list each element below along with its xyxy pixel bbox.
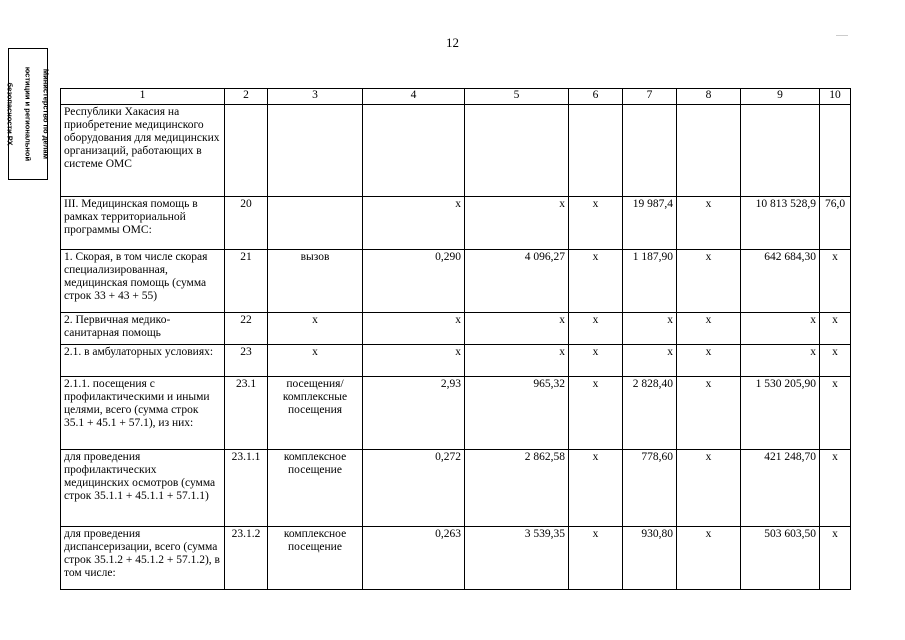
stamp-line: Министерство по делам xyxy=(41,68,51,160)
table-cell: х xyxy=(677,527,741,590)
table-cell: 930,80 xyxy=(623,527,677,590)
table-row xyxy=(61,345,851,377)
table-cell: 19 987,4 xyxy=(623,197,677,250)
column-header: 3 xyxy=(268,89,363,105)
ministry-stamp xyxy=(5,48,51,180)
header-row xyxy=(61,89,851,105)
table-cell: х xyxy=(623,313,677,345)
table-cell: 1 187,90 xyxy=(623,250,677,313)
column-header: 9 xyxy=(741,89,820,105)
table-row xyxy=(61,250,851,313)
table-cell: 3 539,35 xyxy=(465,527,569,590)
table-cell xyxy=(569,105,623,197)
table-cell: х xyxy=(677,377,741,450)
table-cell: х xyxy=(677,345,741,377)
table-cell: 2 862,58 xyxy=(465,450,569,527)
table-cell: 965,32 xyxy=(465,377,569,450)
table-cell: х xyxy=(268,345,363,377)
table-row xyxy=(61,313,851,345)
table-cell xyxy=(677,105,741,197)
table-cell: х xyxy=(623,345,677,377)
row-label-cell: 2.1.1. посещения с профилактическими и иными целями, всего (сумма строк 35.1 + 45.1 + 57.1), из них: xyxy=(61,377,225,450)
stamp-line: безопасности РХ xyxy=(5,82,15,146)
column-header: 7 xyxy=(623,89,677,105)
table-cell: 76,0 xyxy=(820,197,851,250)
table-cell: 23.1.1 xyxy=(225,450,268,527)
row-label-cell: Республики Хакасия на приобретение медицинского оборудования для медицинских организаций, работающих в системе ОМС xyxy=(61,105,225,197)
table-cell: х xyxy=(569,313,623,345)
table-cell: х xyxy=(677,313,741,345)
table-cell: 421 248,70 xyxy=(741,450,820,527)
table-cell: х xyxy=(820,345,851,377)
table-row xyxy=(61,105,851,197)
table-cell: х xyxy=(569,450,623,527)
column-header: 1 xyxy=(61,89,225,105)
table-cell: х xyxy=(820,450,851,527)
row-label-cell: 1. Скорая, в том числе скорая специализированная, медицинская помощь (сумма строк 33 + 43 + 55) xyxy=(61,250,225,313)
table-cell: посещения/ комплексные посещения xyxy=(268,377,363,450)
row-label-cell: для проведения профилактических медицинских осмотров (сумма строк 35.1.1 + 45.1.1 + 57.1.1) xyxy=(61,450,225,527)
table-cell: х xyxy=(569,527,623,590)
row-label-cell: для проведения диспансеризации, всего (сумма строк 35.1.2 + 45.1.2 + 57.1.2), в том числе: xyxy=(61,527,225,590)
table-cell xyxy=(363,105,465,197)
column-header: 6 xyxy=(569,89,623,105)
table-cell: х xyxy=(677,450,741,527)
table-cell: 10 813 528,9 xyxy=(741,197,820,250)
table-cell: 0,290 xyxy=(363,250,465,313)
table-cell: х xyxy=(741,345,820,377)
table-cell: 23.1 xyxy=(225,377,268,450)
table-row xyxy=(61,527,851,590)
table-cell: х xyxy=(363,197,465,250)
table-cell: 21 xyxy=(225,250,268,313)
row-label-cell: 2. Первичная медико-санитарная помощь xyxy=(61,313,225,345)
stamp-line: юстиции и региональной xyxy=(23,66,33,162)
table-cell: х xyxy=(677,197,741,250)
table-cell: 23.1.2 xyxy=(225,527,268,590)
table-cell: 503 603,50 xyxy=(741,527,820,590)
table-row xyxy=(61,450,851,527)
table-cell: 4 096,27 xyxy=(465,250,569,313)
table-cell: х xyxy=(741,313,820,345)
table-cell: 23 xyxy=(225,345,268,377)
table-row xyxy=(61,197,851,250)
table-cell: 778,60 xyxy=(623,450,677,527)
table-cell: х xyxy=(569,345,623,377)
corner-mark xyxy=(836,35,848,36)
table-cell: х xyxy=(465,345,569,377)
table-cell xyxy=(465,105,569,197)
table-cell xyxy=(820,105,851,197)
table-cell: 2 828,40 xyxy=(623,377,677,450)
table-cell xyxy=(225,105,268,197)
table-cell: х xyxy=(677,250,741,313)
table-cell xyxy=(741,105,820,197)
table-cell: х xyxy=(465,197,569,250)
column-header: 10 xyxy=(820,89,851,105)
table-cell: х xyxy=(363,345,465,377)
row-label-cell: 2.1. в амбулаторных условиях: xyxy=(61,345,225,377)
table-cell: х xyxy=(569,250,623,313)
table-cell: 2,93 xyxy=(363,377,465,450)
table-cell: 0,272 xyxy=(363,450,465,527)
table-cell: 20 xyxy=(225,197,268,250)
table-cell: х xyxy=(820,250,851,313)
column-header: 8 xyxy=(677,89,741,105)
table-cell: х xyxy=(569,377,623,450)
column-header: 2 xyxy=(225,89,268,105)
financing-table xyxy=(60,88,851,590)
table-cell: 1 530 205,90 xyxy=(741,377,820,450)
table-row xyxy=(61,377,851,450)
row-label-cell: III. Медицинская помощь в рамках территориальной программы ОМС: xyxy=(61,197,225,250)
table-cell xyxy=(268,105,363,197)
table-cell: х xyxy=(569,197,623,250)
table-cell: 22 xyxy=(225,313,268,345)
table-cell: комплексное посещение xyxy=(268,527,363,590)
table-cell xyxy=(623,105,677,197)
table-cell: 0,263 xyxy=(363,527,465,590)
page-number: 12 xyxy=(446,35,459,50)
table-cell: 642 684,30 xyxy=(741,250,820,313)
table-cell: х xyxy=(820,313,851,345)
table-cell: комплексное посещение xyxy=(268,450,363,527)
table-cell: х xyxy=(268,313,363,345)
table-cell: х xyxy=(363,313,465,345)
table-cell xyxy=(268,197,363,250)
column-header: 4 xyxy=(363,89,465,105)
table-cell: х xyxy=(820,377,851,450)
table-cell: вызов xyxy=(268,250,363,313)
column-header: 5 xyxy=(465,89,569,105)
table-cell: х xyxy=(820,527,851,590)
table-cell: х xyxy=(465,313,569,345)
